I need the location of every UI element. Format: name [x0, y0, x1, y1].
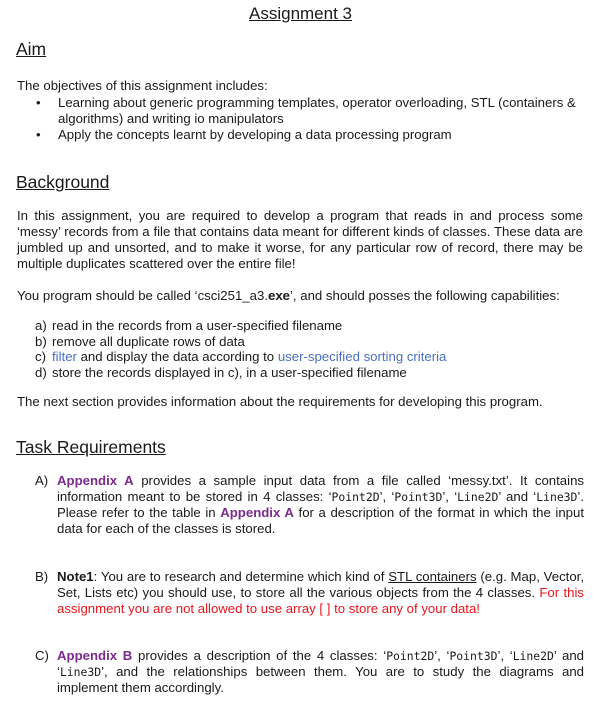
capabilities-list: [35, 318, 585, 380]
aim-intro: The objectives of this assignment includes:: [17, 78, 268, 93]
note-label: Note1: [57, 569, 94, 584]
array-warning: For this assignment you are not allowed to use array [ ] to store any of your data!: [57, 585, 584, 616]
task-b: B) Note1: You are to research and determine which kind of STL containers (e.g. Map, Vector, Set, Lists etc) you should use, to store all the various objects from the 4 classes. For this assignment you are not allowed to use array [ ] to store any of your data!: [35, 569, 584, 616]
aim-bullet: • Learning about generic programming templates, operator overloading, STL (containers & algorithms) and writing io manipulators: [36, 95, 601, 127]
sorting-criteria-link[interactable]: user-specified sorting criteria: [277, 349, 447, 364]
task-requirements-heading: Task Requirements: [16, 437, 166, 457]
list-item: d) store the records displayed in c), in a user-specified filename: [35, 364, 407, 380]
aim-bullet: • Apply the concepts learnt by developing a data processing program: [36, 127, 601, 143]
aim-heading: Aim: [16, 39, 47, 59]
page-title: Assignment 3: [249, 4, 352, 23]
appendix-a-ref: Appendix A: [220, 505, 294, 520]
appendix-a-ref: Appendix A: [57, 473, 134, 488]
appendix-b-ref: Appendix B: [57, 648, 133, 663]
exe-extension: exe: [267, 288, 290, 303]
list-item: a) read in the records from a user-specified filename: [35, 318, 343, 333]
filter-link[interactable]: filter: [52, 349, 77, 364]
next-section-paragraph: The next section provides information about the requirements for developing this program.: [17, 394, 543, 409]
task-a: A) Appendix A provides a sample input data from a file called ‘messy.txt’. It contains information meant to be stored in 4 classes: ‘Point2D’, ‘Point3D’, ‘Line2D’ and ‘Line3D’. Please refer to the table in Appendix A for a description of the format in which the input data for each of the classes is stored.: [35, 473, 585, 536]
list-item: b) remove all duplicate rows of data: [35, 333, 245, 349]
task-c: C) Appendix B provides a description of the 4 classes: ‘Point2D’, ‘Point3D’, ‘Line2D’ and ‘Line3D’, and the relationships between them. You are to study the diagrams and implement them accordingly.: [35, 648, 584, 695]
program-name-paragraph: You program should be called ‘csci251_a3.exe’, and should posses the following capabilities:: [17, 288, 560, 303]
list-item: c) filter and display the data according to user-specified sorting criteria: [35, 349, 447, 364]
background-heading: Background: [16, 172, 110, 192]
background-paragraph: In this assignment, you are required to develop a program that reads in and process some ‘messy’ records from a file that contains data meant for different kinds of classes. These data are jumbled up and unsorted, and to make it worse, for any particular row of record, there may be multiple duplicates scattered over the entire file!: [17, 208, 583, 271]
stl-containers-term: STL containers: [388, 569, 477, 584]
